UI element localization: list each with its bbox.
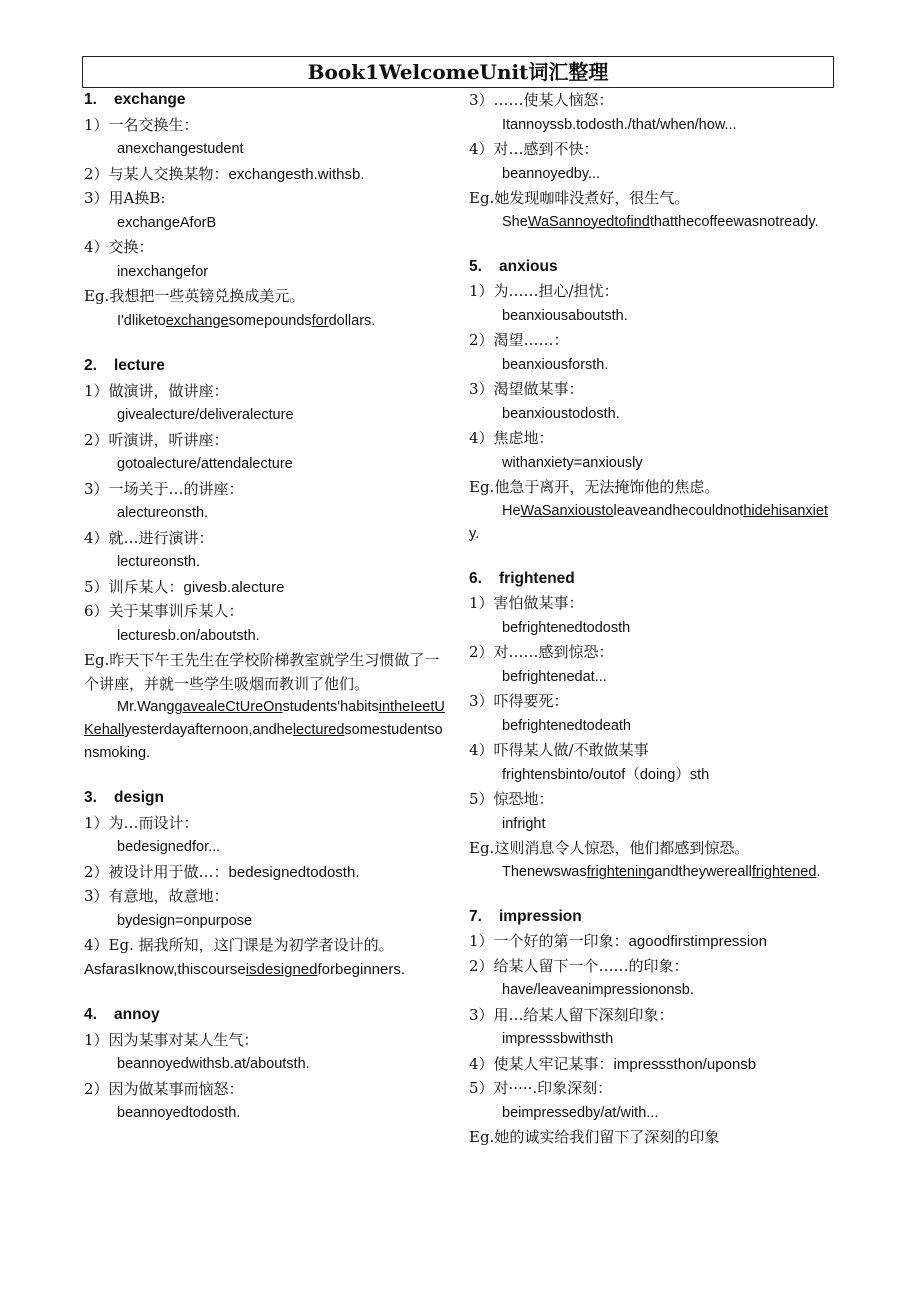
- impression-item-2-phrase: have/leaveanimpressiononsb.: [502, 982, 694, 998]
- annoy-item-1: 1）因为某事对某人生气：: [84, 1030, 259, 1049]
- right-column: [469, 88, 831, 1150]
- lecture-item-3: 3）一场关于…的讲座：: [84, 479, 244, 498]
- annoy-item-2-phrase: beannoyedtodosth.: [117, 1105, 241, 1121]
- annoy-item-3-phrase: Itannoyssb.todosth./that/when/how...: [502, 116, 737, 133]
- frightened-item-5-phrase: infright: [502, 815, 546, 832]
- left-column: [84, 88, 446, 1126]
- lecture-item-2: 2）听演讲，听讲座：: [84, 430, 229, 449]
- entry-heading-lecture: 2. lecture: [84, 357, 165, 374]
- anxious-item-1-phrase: beanxiousaboutsth.: [502, 307, 628, 324]
- anxious-item-3-phrase: beanxioustodosth.: [502, 405, 620, 422]
- exchange-item-2: 2）与某人交换某物：exchangesth.withsb.: [84, 164, 365, 183]
- anxious-example-zh: Eg.他急于离开，无法掩饰他的焦虑。: [469, 478, 720, 496]
- exchange-item-1: 1）一名交换生：: [84, 115, 199, 134]
- annoy-item-3: 3）……使某人恼怒：: [469, 91, 614, 109]
- frightened-item-3-phrase: befrightenedtodeath: [502, 717, 631, 734]
- exchange-example-zh: Eg.我想把一些英镑兑换成美元。: [84, 287, 305, 305]
- anxious-item-2-phrase: beanxiousforsth.: [502, 356, 609, 373]
- page-title: Book1WelcomeUnit词汇整理: [82, 56, 834, 88]
- exchange-item-3-phrase: exchangeAforB: [117, 214, 217, 231]
- impression-item-5: 5）对·····.印象深刻：: [469, 1079, 613, 1097]
- annoy-item-4: 4）对…感到不快：: [469, 140, 599, 158]
- entry-heading-impression: 7. impression: [469, 907, 582, 925]
- impression-item-4: 4）使某人牢记某事：impresssthon/uponsb: [469, 1054, 757, 1073]
- lecture-item-1: 1）做演讲，做讲座：: [84, 381, 229, 400]
- frightened-item-3: 3）吓得要死：: [469, 692, 569, 710]
- exchange-example-en: I'dliketoexchangesomepoundsfordollars.: [117, 312, 376, 329]
- impression-item-3-phrase: impresssbwithsth: [502, 1031, 614, 1047]
- impression-item-5-phrase: beimpressedby/at/with...: [502, 1104, 659, 1121]
- anxious-item-4: 4）焦虑地：: [469, 429, 554, 447]
- frightened-item-2-phrase: befrightenedat...: [502, 668, 607, 685]
- lecture-item-3-phrase: alectureonsth.: [117, 505, 209, 521]
- annoy-item-4-phrase: beannoyedby...: [502, 165, 601, 182]
- exchange-item-4: 4）交换：: [84, 238, 154, 256]
- design-item-1-phrase: bedesignedfor...: [117, 839, 221, 855]
- anxious-example-en: HeWaSanxioustoleaveandhecouldnothidehisanxiety.: [469, 502, 828, 542]
- frightened-example-zh: Eg.这则消息令人惊恐，他们都感到惊恐。: [469, 839, 750, 857]
- lecture-item-2-phrase: gotoalecture/attendalecture: [117, 456, 293, 472]
- frightened-example-en: Thenewswasfrighteningandtheywereallfrightened.: [502, 863, 821, 880]
- exchange-item-4-phrase: inexchangefor: [117, 263, 209, 280]
- entry-heading-anxious: 5. anxious: [469, 257, 558, 275]
- lecture-example-zh: Eg.昨天下午王先生在学校阶梯教室就学生习惯做了一个讲座，并就一些学生吸烟而教训了他们。: [84, 651, 440, 693]
- impression-item-3: 3）用…给某人留下深刻印象：: [469, 1005, 674, 1024]
- entry-heading-annoy: 4. annoy: [84, 1006, 160, 1023]
- lecture-item-5: 5）训斥某人：givesb.alecture: [84, 577, 285, 596]
- lecture-example-en: Mr.WanggavealeCtUreOnstudents'habitsintheIeetUKehallyesterdayafternoon,andhelecturedsomestudentsonsmoking.: [84, 699, 445, 761]
- lecture-item-1-phrase: givealecture/deliveralecture: [117, 407, 294, 423]
- frightened-item-2: 2）对……感到惊恐：: [469, 643, 614, 661]
- anxious-item-1: 1）为……担心/担忧：: [469, 282, 619, 300]
- design-item-3: 3）有意地，故意地：: [84, 887, 229, 905]
- lecture-item-4: 4）就…进行演讲：: [84, 528, 214, 547]
- annoy-example-en: SheWaSannoyedtofindthatthecoffeewasnotready.: [502, 213, 819, 230]
- design-item-1: 1）为…而设计：: [84, 813, 199, 832]
- entry-heading-design: 3. design: [84, 789, 164, 806]
- anxious-item-3: 3）渴望做某事：: [469, 380, 584, 398]
- frightened-item-5: 5）惊恐地：: [469, 790, 554, 808]
- frightened-item-1: 1）害怕做某事：: [469, 594, 584, 612]
- lecture-item-4-phrase: lectureonsth.: [117, 554, 201, 570]
- frightened-item-4: 4）吓得某人做/不敢做某事: [469, 741, 649, 759]
- entry-heading-frightened: 6. frightened: [469, 569, 575, 587]
- impression-example-zh: Eg.她的诚实给我们留下了深刻的印象: [469, 1128, 720, 1146]
- annoy-item-1-phrase: beannoyedwithsb.at/aboutsth.: [117, 1056, 310, 1072]
- anxious-item-4-phrase: withanxiety=anxiously: [502, 454, 643, 471]
- exchange-item-3: 3）用A换B:: [84, 189, 166, 207]
- impression-item-2: 2）给某人留下一个……的印象：: [469, 956, 689, 975]
- design-item-3-phrase: bydesign=onpurpose: [117, 912, 253, 929]
- anxious-item-2: 2）渴望……：: [469, 331, 569, 349]
- frightened-item-1-phrase: befrightenedtodosth: [502, 619, 631, 636]
- lecture-item-6: 6）关于某事训斥某人：: [84, 602, 244, 620]
- lecture-item-6-phrase: lecturesb.on/aboutsth.: [117, 627, 260, 644]
- annoy-item-2: 2）因为做某事而恼怒：: [84, 1079, 244, 1098]
- impression-item-1: 1）一个好的第一印象：agoodfirstimpression: [469, 932, 767, 950]
- exchange-item-1-phrase: anexchangestudent: [117, 141, 244, 157]
- entry-heading-exchange: 1. exchange: [84, 91, 186, 108]
- design-item-2: 2）被设计用于做…：bedesignedtodosth.: [84, 862, 360, 881]
- design-item-4: 4）Eg. 据我所知，这门课是为初学者设计的。AsfarasIknow,thiscourseisdesignedforbeginners.: [84, 936, 406, 978]
- frightened-item-4-phrase: frightensbinto/outof（doing）sth: [502, 766, 710, 783]
- annoy-example-zh: Eg.她发现咖啡没煮好，很生气。: [469, 189, 690, 207]
